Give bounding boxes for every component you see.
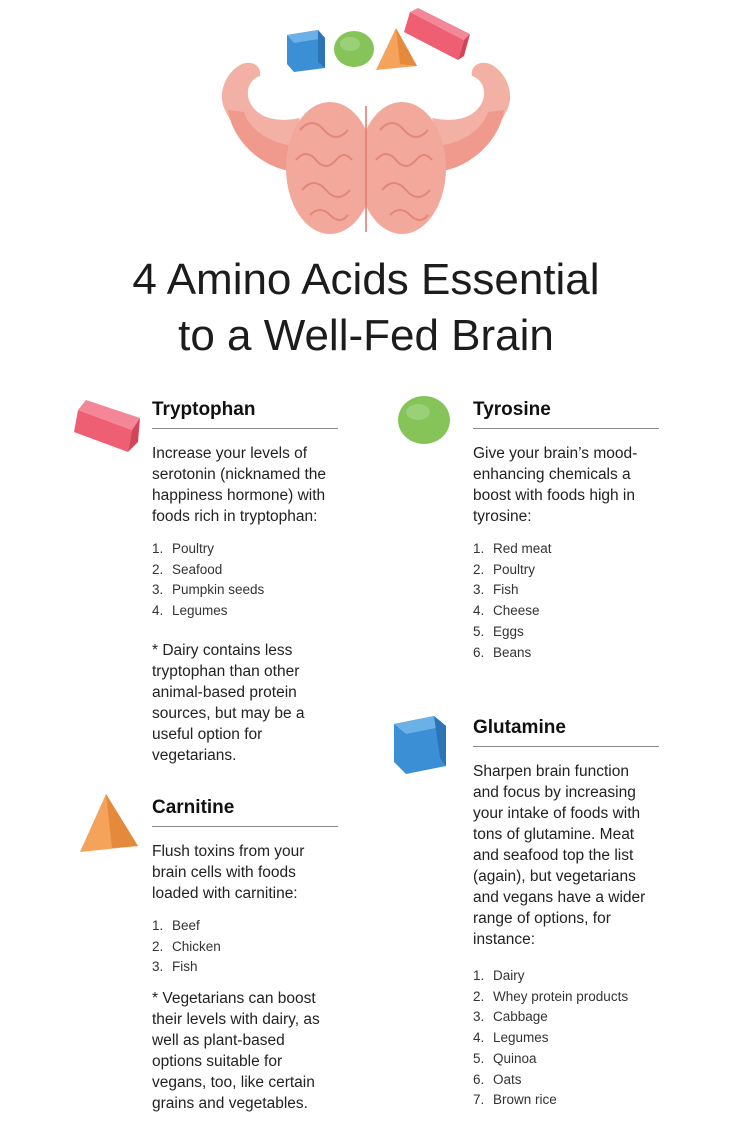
muscular-brain-illustration [0,0,732,250]
section-description: Give your brain’s mood-enhancing chemicals a boost with foods high in tyrosine: [473,445,638,525]
list-item: 2. Chicken [152,938,221,954]
list-item: 3. Fish [473,582,519,598]
pink-rectangle-icon [404,8,470,60]
list-item: 2. Poultry [473,561,536,577]
list-item: 7. Brown rice [473,1092,557,1108]
food-list [473,539,659,663]
list-item: 1. Red meat [473,541,552,556]
list-item: 3. Cabbage [473,1009,548,1025]
section-heading: Glutamine [473,716,659,747]
title-line-1: 4 Amino Acids Essential [132,255,600,304]
blue-cube-icon [388,712,450,776]
section-description: Sharpen brain function and focus by increasing your intake of foods with tons of glutamine. Meat and seafood top the list (again), but vegetarians and vegans have a wider range of options, for instance: [473,763,646,948]
list-item: 2. Whey protein products [473,988,629,1004]
list-item: 6. Beans [473,644,532,660]
section-carnitine [152,796,338,1114]
pink-rectangle-icon [72,392,144,456]
section-description: Increase your levels of serotonin (nicknamed the happiness hormone) with foods rich in tryptophan: [152,445,327,525]
list-item: 1. Beef [152,918,200,933]
list-item: 5. Quinoa [473,1050,537,1066]
list-item: 2. Seafood [152,561,223,577]
section-tyrosine [473,398,659,663]
page-title [0,252,732,364]
section-heading: Tryptophan [152,398,338,429]
food-list [152,916,338,978]
food-list [473,966,659,1111]
list-item: 4. Legumes [152,603,228,619]
blue-cube-icon [287,30,325,72]
list-item: 4. Legumes [473,1030,549,1046]
section-heading: Carnitine [152,796,338,827]
list-item: 3. Fish [152,959,198,975]
list-item: 5. Eggs [473,623,524,639]
food-list [152,539,338,622]
list-item: 1. Dairy [473,968,525,983]
title-line-2: to a Well-Fed Brain [178,311,554,360]
orange-pyramid-icon [76,790,142,858]
section-note: * Vegetarians can boost their levels with dairy, as well as plant-based options suitable for vegans, too, like certain grains and vegetables. [152,990,320,1113]
section-glutamine [473,716,659,1111]
list-item: 6. Oats [473,1071,522,1087]
list-item: 3. Pumpkin seeds [152,582,265,598]
section-tryptophan [152,398,338,766]
section-note: * Dairy contains less tryptophan than other animal-based protein sources, but may be a useful option for vegetarians. [152,641,305,764]
green-circle-icon [334,31,374,67]
section-description: Flush toxins from your brain cells with foods loaded with carnitine: [152,843,305,902]
list-item: 4. Cheese [473,603,540,619]
section-heading: Tyrosine [473,398,659,429]
list-item: 1. Poultry [152,541,215,556]
green-circle-icon [396,394,452,446]
